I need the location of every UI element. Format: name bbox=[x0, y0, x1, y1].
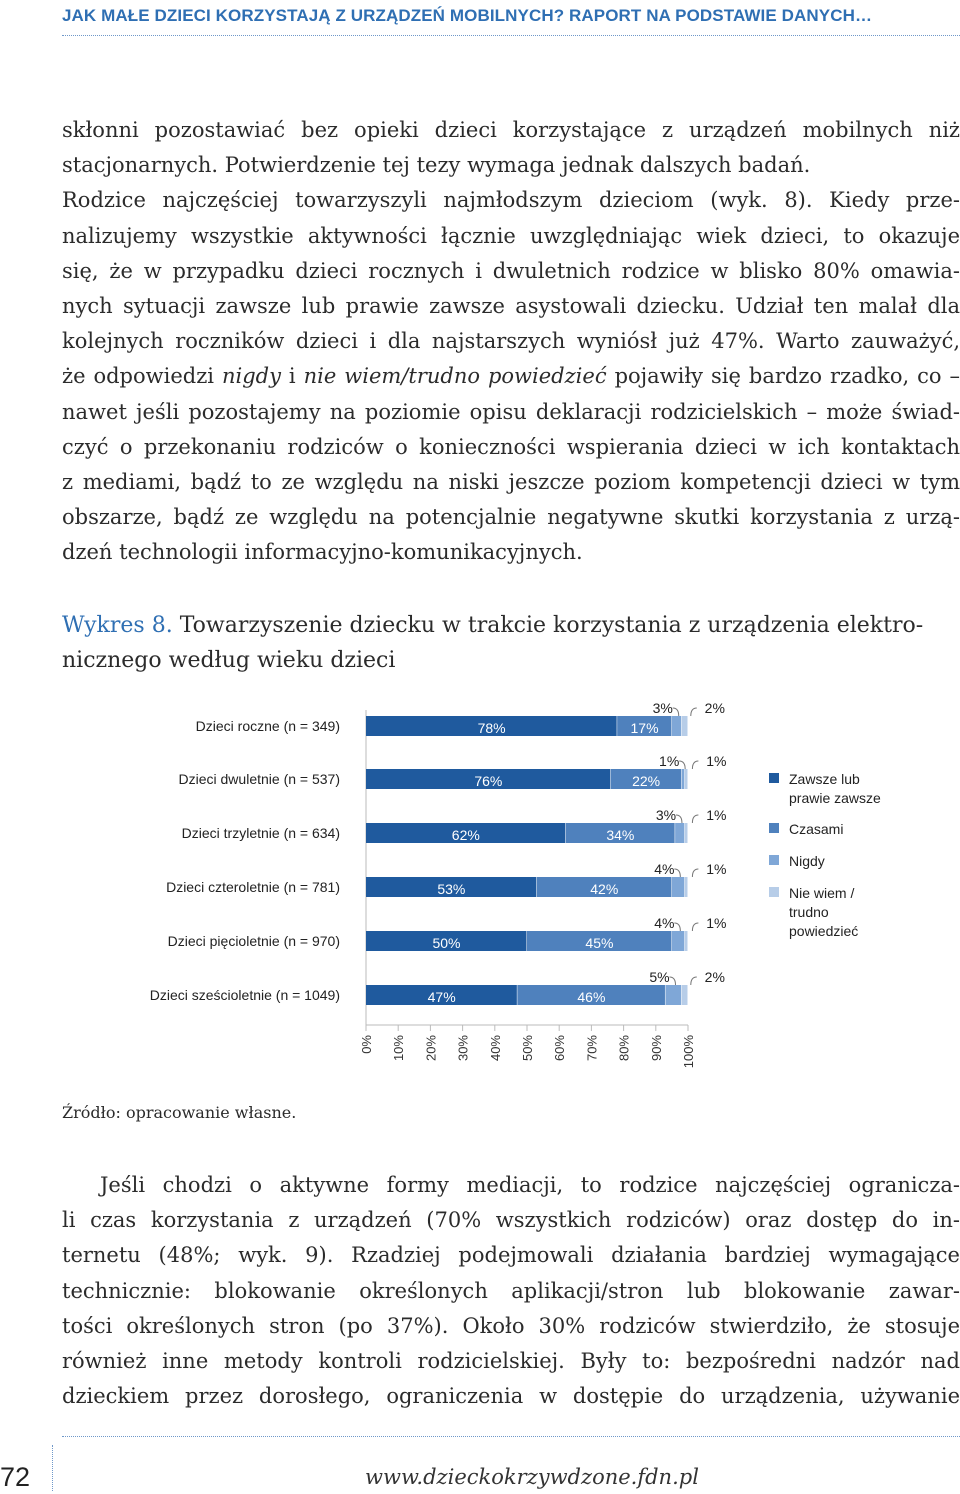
bar-segment bbox=[685, 769, 688, 789]
leader-line bbox=[691, 977, 697, 985]
header-rule bbox=[62, 35, 960, 36]
x-tick-label: 30% bbox=[455, 1035, 471, 1062]
text-line: się, że w przypadku dzieci rocznych i dwuletnich rodzice w blisko 80% omawia- bbox=[62, 258, 960, 283]
data-label: 1% bbox=[706, 807, 727, 823]
text-line: li czas korzystania z urządzeń (70% wszystkich rodziców) oraz dostęp do in- bbox=[62, 1208, 960, 1233]
data-label: 22% bbox=[632, 773, 661, 789]
x-tick-label: 70% bbox=[584, 1035, 600, 1062]
leader-line bbox=[679, 761, 685, 769]
text-line: że odpowiedzi nigdy i nie wiem/trudno powiedzieć pojawiły się bardzo rzadko, co – bbox=[62, 364, 960, 389]
data-label: 53% bbox=[437, 881, 466, 897]
x-tick-label: 40% bbox=[487, 1035, 503, 1062]
leader-line bbox=[692, 869, 698, 877]
outro-paragraph bbox=[62, 1168, 960, 1414]
x-tick-label: 60% bbox=[552, 1035, 568, 1062]
legend-swatch bbox=[769, 887, 779, 897]
footer-url[interactable]: www.dzieckokrzywdzone.fdn.pl bbox=[365, 1465, 699, 1489]
bar-segment bbox=[682, 769, 685, 789]
data-label: 34% bbox=[606, 827, 635, 843]
category-label: Dzieci czteroletnie (n = 781) bbox=[166, 879, 340, 895]
data-label: 62% bbox=[451, 827, 480, 843]
bar-segment bbox=[685, 877, 688, 897]
bar-segment bbox=[685, 931, 688, 951]
data-label: 1% bbox=[706, 753, 727, 769]
x-tick-label: 50% bbox=[520, 1035, 535, 1062]
text-line: Kiedy prze- bbox=[812, 188, 960, 213]
text-line: technicznie: blokowanie określonych aplikacji/stron lub blokowanie zawar- bbox=[62, 1278, 960, 1303]
text-line: również inne metody kontroli rodzicielskiej. Były to: bezpośredni nadzór nad bbox=[62, 1349, 960, 1374]
data-label: 78% bbox=[477, 720, 506, 736]
figure-source: Źródło: opracowanie własne. bbox=[62, 1103, 297, 1122]
text-line: Jeśli chodzi o aktywne formy mediacji, to rodzice najczęściej ogranicza- bbox=[100, 1173, 960, 1197]
page-number: 72 bbox=[0, 1462, 31, 1492]
x-tick-label: 20% bbox=[423, 1035, 439, 1062]
bar-segment bbox=[672, 716, 681, 736]
data-label: 4% bbox=[654, 861, 675, 877]
x-tick-label: 10% bbox=[391, 1035, 407, 1062]
intro-paragraph bbox=[62, 113, 960, 571]
category-label: Dzieci pięcioletnie (n = 970) bbox=[167, 933, 340, 949]
text-line: dzieckiem przez dorosłego, ograniczenia w dostępie do urządzenia, używanie bbox=[62, 1384, 960, 1409]
leader-line bbox=[673, 708, 679, 716]
text-line: skłonni pozostawiać bez opieki dzieci korzystające z urządzeń mobilnych niż bbox=[62, 118, 960, 142]
legend-swatch bbox=[769, 855, 779, 865]
text-line: kolejnych roczników dzieci i dla najstarszych wyniósł już 47%. Warto zauważyć, bbox=[62, 329, 960, 354]
data-label: 45% bbox=[585, 935, 614, 951]
x-tick-label: 80% bbox=[616, 1035, 632, 1062]
text-line: nych sytuacji zawsze lub prawie zawsze asystowali dziecku. Udział ten malał dla bbox=[62, 294, 960, 319]
text-line: obszarze, bądź ze względu na potencjalnie negatywne skutki korzystania z urzą- bbox=[62, 505, 960, 530]
category-label: Dzieci sześcioletnie (n = 1049) bbox=[149, 987, 340, 1003]
leader-line bbox=[692, 761, 698, 769]
text-line: czyć o przekonaniu rodziców o konieczności wspierania dzieci w ich kontaktach bbox=[62, 434, 960, 459]
data-label: 1% bbox=[706, 861, 727, 877]
legend-swatch bbox=[769, 773, 779, 783]
bar-segment bbox=[665, 985, 681, 1005]
data-label: 76% bbox=[474, 773, 503, 789]
footer-rule bbox=[62, 1436, 960, 1437]
data-label: 3% bbox=[655, 807, 677, 823]
data-label: 46% bbox=[577, 989, 606, 1005]
data-label: 1% bbox=[706, 915, 727, 931]
text-line: dzeń technologii informacyjno-komunikacyjnych. bbox=[62, 540, 583, 565]
category-label: Dzieci roczne (n = 349) bbox=[195, 718, 340, 734]
bar-segment bbox=[682, 985, 688, 1005]
data-label: 3% bbox=[652, 700, 673, 716]
legend-label: Czasami bbox=[789, 821, 844, 837]
text-line: nawet jeśli pozostajemy na poziomie opisu deklaracji rodzicielskich – może świad- bbox=[62, 399, 960, 424]
leader-line bbox=[691, 708, 697, 716]
leader-line bbox=[692, 923, 698, 931]
text-line: z mediami, bądź to ze względu na niski jeszcze poziom kompetencji dzieci w tym bbox=[62, 470, 960, 495]
x-tick-label: 0% bbox=[359, 1035, 374, 1054]
leader-line bbox=[674, 923, 680, 931]
leader-line bbox=[670, 977, 676, 985]
figure-caption bbox=[62, 608, 960, 678]
category-label: Dzieci trzyletnie (n = 634) bbox=[181, 825, 340, 841]
page-number-divider bbox=[52, 1445, 53, 1491]
x-tick-label: 100% bbox=[681, 1035, 696, 1069]
running-header: JAK MAŁE DZIECI KORZYSTAJĄ Z URZĄDZEŃ MOBILNYCH? RAPORT NA PODSTAWIE DANYCH… bbox=[62, 6, 873, 25]
legend-label: trudno bbox=[789, 904, 829, 920]
legend-label: Nigdy bbox=[789, 853, 825, 869]
caption-text: Towarzyszenie dziecku w trakcie korzystania z urządzenia elektro- bbox=[172, 613, 924, 638]
data-label: 4% bbox=[654, 915, 675, 931]
data-label: 42% bbox=[590, 881, 619, 897]
bar-segment bbox=[672, 877, 684, 897]
caption-text: nicznego według wieku dzieci bbox=[62, 648, 396, 673]
data-label: 5% bbox=[649, 969, 670, 985]
category-label: Dzieci dwuletnie (n = 537) bbox=[178, 771, 340, 787]
text-line: Rodzice najczęściej towarzyszyli najmłodszym dzieciom (wyk. 8). bbox=[62, 188, 813, 213]
legend-label: prawie zawsze bbox=[789, 790, 881, 806]
bar-segment bbox=[685, 823, 688, 843]
data-label: 47% bbox=[427, 989, 456, 1005]
data-label: 1% bbox=[659, 753, 680, 769]
data-label: 2% bbox=[704, 700, 725, 716]
x-tick-label: 90% bbox=[648, 1035, 664, 1062]
bar-segment bbox=[672, 931, 684, 951]
leader-line bbox=[692, 815, 698, 823]
legend-label: Nie wiem / bbox=[789, 885, 855, 901]
stacked-bar-chart bbox=[0, 690, 960, 1090]
legend-swatch bbox=[769, 823, 779, 833]
legend-label: powiedzieć bbox=[789, 923, 859, 939]
figure-label: Wykres 8. bbox=[62, 613, 173, 638]
text-line: tości określonych stron (po 37%). Około 30% rodziców stwierdziło, że stosuje bbox=[62, 1313, 960, 1338]
italic-term: nie wiem/trudno powiedzieć bbox=[303, 364, 607, 389]
leader-line bbox=[676, 815, 682, 823]
text-line: stacjonarnych. Potwierdzenie tej tezy wymaga jednak dalszych badań. bbox=[62, 153, 811, 178]
leader-line bbox=[674, 869, 680, 877]
text-line: nalizujemy wszystkie aktywności łącznie uwzględniając wiek dzieci, to okazuje bbox=[62, 223, 960, 248]
legend-label: Zawsze lub bbox=[789, 771, 860, 787]
bar-segment bbox=[675, 823, 684, 843]
data-label: 2% bbox=[704, 969, 725, 985]
italic-term: nigdy bbox=[221, 364, 281, 389]
bar-segment bbox=[682, 716, 688, 736]
data-label: 50% bbox=[432, 935, 461, 951]
data-label: 17% bbox=[630, 720, 659, 736]
text-line: ternetu (48%; wyk. 9). Rzadziej podejmowali działania bardziej wymagające bbox=[62, 1243, 960, 1268]
